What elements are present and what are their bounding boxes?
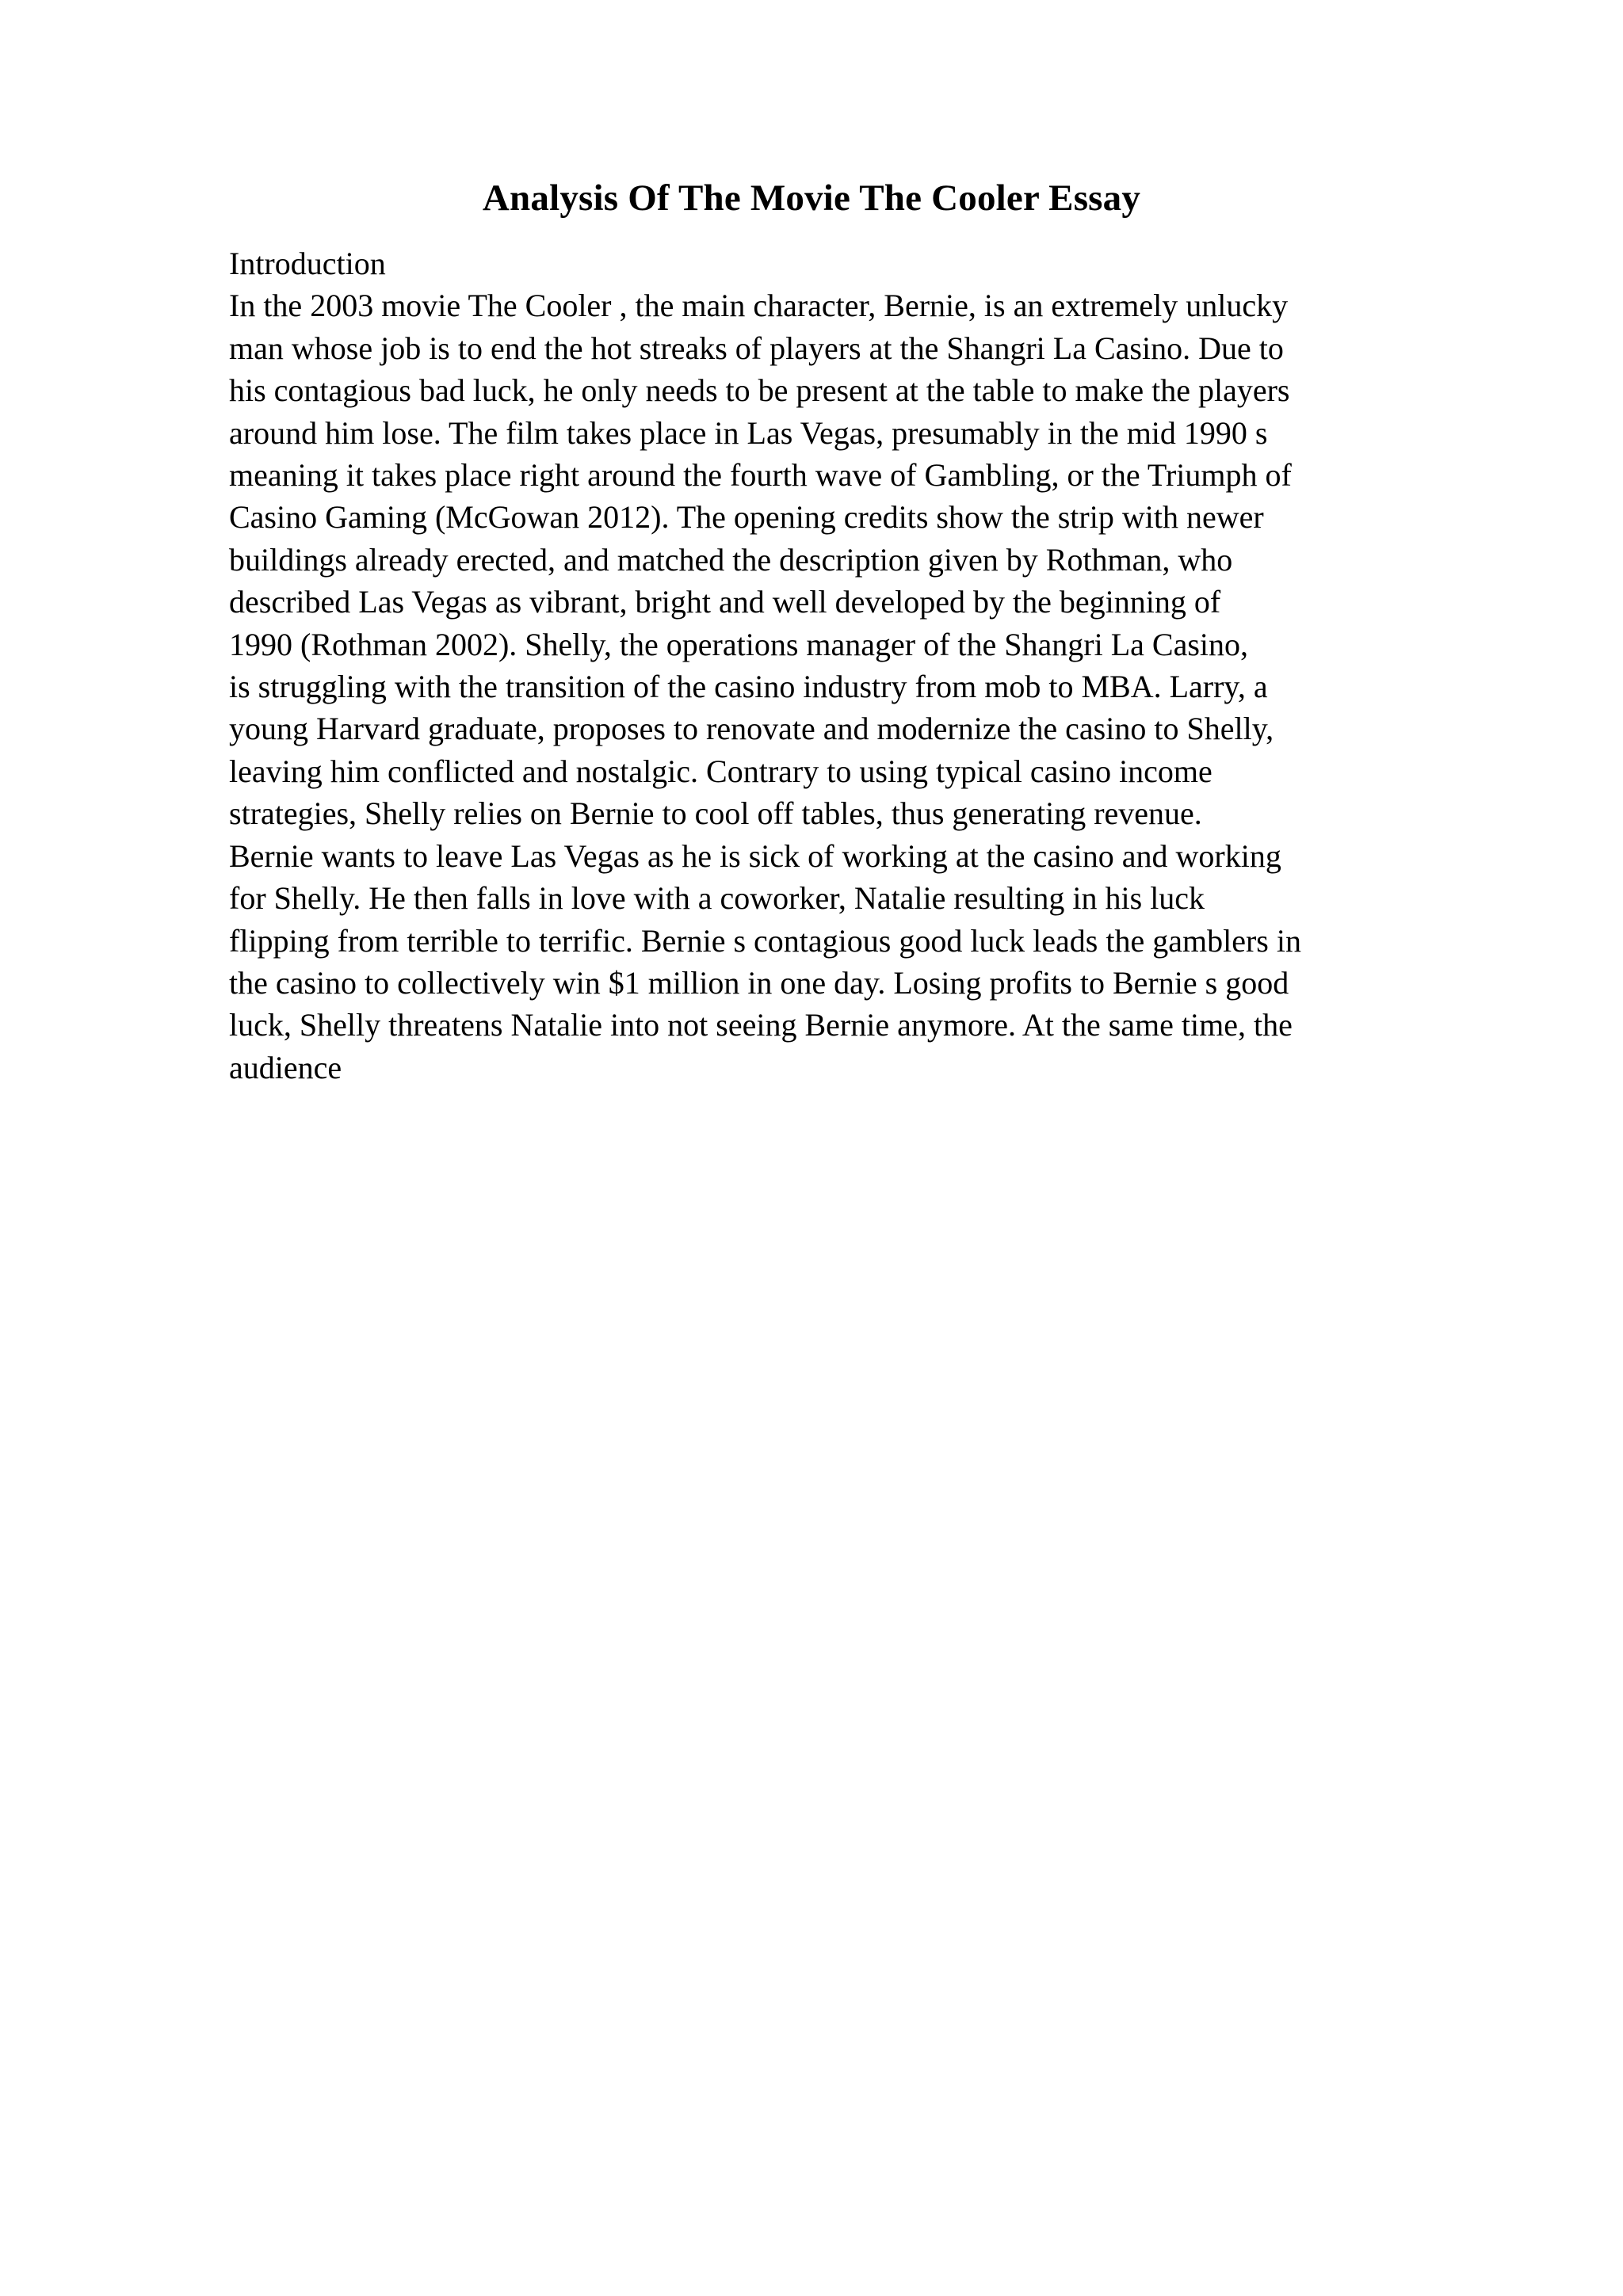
body-line: around him lose. The film takes place in Las Vegas, presumably in the mid 1990 s — [229, 414, 1268, 451]
body-line: flipping from terrible to terrific. Bernie s contagious good luck leads the gamblers in — [229, 922, 1301, 959]
body-line: buildings already erected, and matched the description given by Rothman, who — [229, 541, 1233, 578]
body-line: man whose job is to end the hot streaks of players at the Shangri La Casino. Due to — [229, 330, 1284, 366]
body-line: described Las Vegas as vibrant, bright and well developed by the beginning of — [229, 584, 1221, 620]
body-line: audience — [229, 1049, 342, 1085]
body-line: Bernie wants to leave Las Vegas as he is sick of working at the casino and working — [229, 837, 1281, 874]
section-heading: Introduction — [229, 246, 386, 281]
page-title: Analysis Of The Movie The Cooler Essay — [482, 177, 1141, 219]
body-line: young Harvard graduate, proposes to renovate and modernize the casino to Shelly, — [229, 711, 1274, 747]
body-line: for Shelly. He then falls in love with a coworker, Natalie resulting in his luck — [229, 880, 1205, 917]
body-line: the casino to collectively win $1 million in one day. Losing profits to Bernie s good — [229, 964, 1289, 1001]
body-line: In the 2003 movie The Cooler , the main character, Bernie, is an extremely unlucky — [229, 288, 1289, 324]
body-line: strategies, Shelly relies on Bernie to cool off tables, thus generating revenue. — [229, 795, 1202, 832]
body-line: 1990 (Rothman 2002). Shelly, the operations manager of the Shangri La Casino, — [229, 626, 1249, 662]
body-line: his contagious bad luck, he only needs to be present at the table to make the players — [229, 372, 1290, 409]
body-line: meaning it takes place right around the fourth wave of Gambling, or the Triumph of — [229, 457, 1292, 494]
body-line: luck, Shelly threatens Natalie into not seeing Bernie anymore. At the same time, the — [229, 1007, 1293, 1043]
body-line: leaving him conflicted and nostalgic. Contrary to using typical casino income — [229, 753, 1212, 789]
body-line: Casino Gaming (McGowan 2012). The opening credits show the strip with newer — [229, 499, 1264, 536]
body-line: is struggling with the transition of the casino industry from mob to MBA. Larry, a — [229, 669, 1268, 705]
essay-body — [229, 242, 1477, 1089]
